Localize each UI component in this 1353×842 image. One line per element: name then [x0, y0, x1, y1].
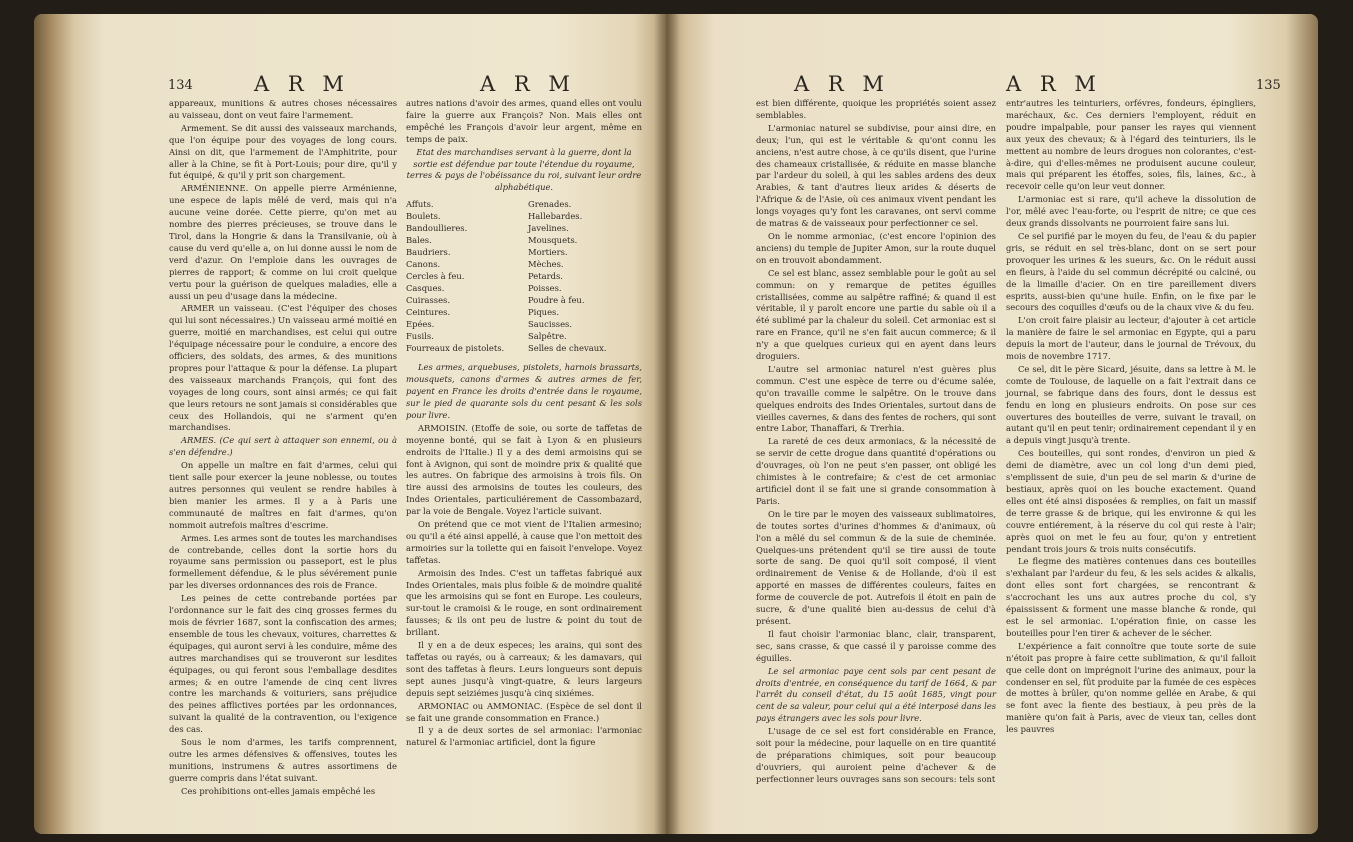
list-item: Bales. — [406, 235, 432, 246]
paragraph: Les peines de cette contrebande portées par l'ordonnance sur le fait des cinq grosses fermes du mois de février 1687, sont la confiscation des armes; ensemble de tous les chevaux, voitures, charrettes & équipages, qui auront servi à les conduire, même des autres marchandises qui se trouveront sur lesdites équipages, ou qui feront sous l'emballage desdites armes; & en outre l'amende de cinq cent livres contre les marchands & voituriers, sans préjudice des peines afflictives portées par les ordonnances, suivant la qualité de la contravention, ou l'exigence des cas. — [169, 593, 397, 735]
paragraph: ARMONIAC ou AMMONIAC. (Espèce de sel dont il se fait une grande consommation en France.) — [406, 700, 642, 723]
paragraph: Sous le nom d'armes, les tarifs comprennent, outre les armes défensives & offensives, toutes les munitions, instrumens & autres assortimens de guerre compris dans l'état suivant. — [169, 737, 397, 783]
list-item: Grenades. — [528, 199, 572, 210]
paragraph: Les armes, arquebuses, pistolets, harnois brassarts, mousquets, canons d'armes & autres armes de fer, payent en France les droits d'entrée dans le royaume, sur le pied de quarante sols du cent pesant & les sols pour livre. — [406, 362, 642, 420]
list-column-left — [406, 198, 520, 354]
paragraph: Le flegme des matières contenues dans ces bouteilles s'exhalant par l'ardeur du feu, & les sels acides & alkalis, dont elles sont fort chargées, se rencontrant & s'accrochant les uns aux autres proche du col, s'y épaississent & forment une masse blanche & ronde, qui est le sel armoniac. L'opération finie, on casse les bouteilles pour l'en tirer & achever de le sécher. — [1006, 556, 1256, 638]
contraband-list — [406, 198, 642, 354]
left-column-b — [406, 98, 642, 750]
paragraph: Armoisin des Indes. C'est un taffetas fabriqué aux Indes Orientales, mais plus foible & de moindre qualité que les armoisins qui se font en Europe. Les couleurs, sur-tout le cramoisi & le rouge, en sont ordinairement fausses; & ils ont peu de lustre & point du tout de brillant. — [406, 567, 642, 638]
paragraph: Il faut choisir l'armoniac blanc, clair, transparent, sec, sans crasse, & que cassé il y paroisse comme des éguilles. — [756, 628, 996, 663]
list-item: Cercles à feu. — [406, 271, 465, 282]
paragraph: Armement. Se dit aussi des vaisseaux marchands, que l'on équipe pour des voyages de long cours. Ainsi on dit, que l'armement de l'Amphitrite, pour aller à la Chine, se fit à Port-Louis; pour dire, qu'il y fut équipé, & qu'il y prit son chargement. — [169, 122, 397, 181]
list-item: Mèches. — [528, 259, 564, 270]
list-item: Bandoullieres. — [406, 223, 468, 234]
paragraph: L'armoniac naturel se subdivise, pour ainsi dire, en deux; l'un, qui est le véritable & qu'ont connu les anciens, n'est autre chose, à ce qu'ils disent, que l'urine des chameaux cristallisée, & réduite en masse blanche par l'ardeur du soleil, à qui les sables ardens des deux Arabies, & tant d'autres lieux arides & déserts de l'Afrique & de l'Asie, où ces animaux vivent pendant les longs voyages qu'y font les caravanes, ont servi comme de matras & de vaisseaux pour perfectionner ce sel. — [756, 122, 996, 229]
paragraph: L'autre sel armoniac naturel n'est guères plus commun. C'est une espèce de terre ou d'écume salée, qu'on travaille comme le salpêtre. On le trouve dans quelques endroits des Indes Orientales, surtout dans de vieilles cavernes, & dans des fentes de rochers, qui sont entre Labor, Thanaffari, & Trerhia. — [756, 363, 996, 434]
paragraph: entr'autres les teinturiers, orfévres, fondeurs, épingliers, maréchaux, &c. Ces derniers l'employent, réduit en poudre impalpable, pour panser les rayes qui viennent aux yeux des chevaux; & à l'égard des teinturiers, ils le mettent au nombre de leurs drogues non colorantes, c'est-à-dire, qui d'elles-mêmes ne produisent aucune couleur, mais qui préparent les étoffes, soies, fils, laines, &c., à recevoir celle qu'on leur veut donner. — [1006, 98, 1256, 192]
right-page — [666, 14, 1318, 834]
list-item: Casques. — [406, 283, 445, 294]
paragraph: L'on croit faire plaisir au lecteur, d'ajouter à cet article la manière de faire le sel armoniac en Egypte, qui a paru depuis la mort de l'auteur, dans le journal de Trévoux, du mois de novembre 1717. — [1006, 315, 1256, 362]
paragraph: On le tire par le moyen des vaisseaux sublimatoires, de toutes sortes d'urines d'hommes & d'animaux, où l'on a mêlé du sel commun & de la suie de cheminée. Quelques-uns prétendent qu'il se tire aussi de toute sorte de sang. De quoi qu'il soit composé, il vient ordinairement de Venise & de Hollande, d'où il est apporté en masses de différentes couleurs, faites en forme de couvercle de pot. Autrefois il étoit en pain de sucre, & d'une qualité bien au-dessus de celui d'à présent. — [756, 508, 996, 626]
list-item: Epées. — [406, 319, 435, 330]
paragraph: appareaux, munitions & autres choses nécessaires au vaisseau, dont on veut faire l'armement. — [169, 98, 397, 120]
paragraph: L'expérience a fait connoître que toute sorte de suie n'étoit pas propre à faire cette sublimation, & qu'il falloit que celle dont on imprégnoit l'urine des animaux, pour la condenser en sel, fût produite par la fumée de ces espèces de mottes à brûler, qu'on nomme gellée en Arabe, & qui se font avec la fiente des bestiaux, à peu près de la manière qu'on fait à Paris, avec de vieux tan, celles dont les pauvres — [1006, 640, 1256, 735]
paragraph: ARMES. (Ce qui sert à attaquer son ennemi, ou à s'en défendre.) — [169, 435, 397, 458]
list-title: Etat des marchandises servant à la guerre, dont la sortie est défendue par toute l'étendue du royaume, terres & pays de l'obéissance du roi, suivant leur ordre alphabétique. — [406, 146, 642, 193]
page-number-right: 135 — [1256, 78, 1281, 93]
left-page — [34, 14, 666, 834]
paragraph: Ce sel purifié par le moyen du feu, de l'eau & du papier gris, se réduit en sel très-blanc, dont on se sert pour provoquer les urines & les sueurs, &c. On le réduit aussi en fleurs, à l'aide du sel commun décrépité ou calciné, ou de la limaille d'acier. On en tire pareillement divers esprits, aussi-bien qu'une huile. Enfin, on le fixe par le secours des coquilles d'œufs ou de la chaux vive & du feu. — [1006, 230, 1256, 313]
paragraph: Le sel armoniac paye cent sols par cent pesant de droits d'entrée, en conséquence du tarif de 1664, & par l'arrêt du conseil d'état, du 15 août 1685, vingt pour cent de sa valeur, pour celui qui a été interposé dans les pays étrangers avec les sols pour livre. — [756, 665, 996, 724]
paragraph: Il y a de deux sortes de sel armoniac: l'armoniac naturel & l'armoniac artificiel, dont la figure — [406, 725, 642, 748]
list-item: Saucisses. — [528, 319, 573, 330]
list-item: Ceintures. — [406, 307, 451, 318]
paragraph: On le nomme armoniac, (c'est encore l'opinion des anciens) du temple de Jupiter Amon, sur la route duquel on en trouvoit abondamment. — [756, 230, 996, 265]
list-item: Fusils. — [406, 331, 434, 342]
paragraph: ARMÉNIENNE. On appelle pierre Arménienne, une espece de lapis mêlé de verd, mais qui n'a aucune veine dorée. Cette pierre, qu'on met au nombre des pierres précieuses, se trouve dans le Tirol, dans la Hongrie & dans la Transilvanie, où à cause du verd qu'elle a, on lui donne aussi le nom de verd d'azur. On l'emploie dans les ouvrages de pierres de rapport; & comme on lui croit quelque vertu pour la guérison de quelques maladies, elle a aussi un peu d'usage dans la médecine. — [169, 183, 397, 301]
list-item: Piques. — [528, 307, 559, 318]
list-item: Poisses. — [528, 283, 562, 294]
list-column-right — [528, 198, 642, 354]
running-head-right-b: A R M — [1006, 72, 1102, 96]
paragraph: Ce sel est blanc, assez semblable pour le goût au sel commun: on y remarque de petites éguilles cristallisées, comme au salpêtre raffiné; & quand il est véritable, il y paroît encore une partie du sable où il a été sublimé par la chaleur du soleil. Cet armoniac est si rare en France, qu'il ne s'en fait aucun commerce; & il n'y a que quelques curieux qui en ayent dans leurs droguiers. — [756, 267, 996, 362]
list-item: Hallebardes. — [528, 211, 583, 222]
list-item: Canons. — [406, 259, 441, 270]
list-item: Javelines. — [528, 223, 569, 234]
paragraph: On prétend que ce mot vient de l'Italien armesino; ou qu'il a été ainsi appellé, à cause que l'on mettoit des armoiries sur la toilette qui en faisoit l'envelope. Voyez taffetas. — [406, 519, 642, 565]
list-item: Salpêtre. — [528, 331, 567, 342]
paragraph: Ces prohibitions ont-elles jamais empêché les — [181, 785, 376, 796]
right-column-a — [756, 98, 996, 787]
list-item: Selles de chevaux. — [528, 343, 607, 354]
paragraph: Ce sel, dit le père Sicard, jésuite, dans sa lettre à M. le comte de Toulouse, de laquelle on a fait l'extrait dans ce journal, se fabrique dans des fours, dont le dessus est fendu en long en plusieurs endroits. On pose sur ces ouvertures des bouteilles de verre, suivant le travail, on autant qu'il en peut tenir; ordinairement cependant il y en a depuis vingt jusqu'à trente. — [1006, 363, 1256, 446]
list-item: Boulets. — [406, 211, 441, 222]
right-column-b — [1006, 98, 1256, 737]
running-head-left-a: A R M — [254, 72, 350, 96]
paragraph: est bien différente, quoique les propriétés soient assez semblables. — [756, 98, 996, 120]
list-item: Cuirasses. — [406, 295, 450, 306]
paragraph: La rareté de ces deux armoniacs, & la nécessité de se servir de cette drogue dans quantité d'opérations ou d'ouvrages, où l'on ne peut s'en passer, ont obligé les chimistes à le contrefaire; & c'est de cet armoniac artificiel dont il se fait une si grande consommation à Paris. — [756, 436, 996, 506]
paragraph: Il y en a de deux especes; les arains, qui sont des taffetas ou rayés, ou à carreaux; & les damavars, qui sont des taffetas à fleurs. Leurs longueurs sont depuis sept aunes jusqu'à vingt-quatre, & leurs largeurs depuis sept seiziémes jusqu'à cinq sixiémes. — [406, 640, 642, 698]
paragraph: L'armoniac est si rare, qu'il acheve la dissolution de l'or, mêlé avec l'eau-forte, ou l'esprit de nitre; ce que ces deux grands dissolvants ne pourroient faire sans lui. — [1006, 194, 1256, 229]
list-item: Fourreaux de pistolets. — [406, 343, 505, 354]
list-item: Affuts. — [406, 199, 434, 210]
running-head-left-b: A R M — [480, 72, 576, 96]
list-item: Baudriers. — [406, 247, 451, 258]
paragraph: Armes. Les armes sont de toutes les marchandises de contrebande, celles dont la sortie hors du royaume sans permission ou passeport, est le plus formellement défendue, & le plus sévérement punie par les diverses ordonnances des rois de France. — [169, 532, 397, 591]
list-item: Poudre à feu. — [528, 295, 585, 306]
list-item: Petards. — [528, 271, 563, 282]
running-head-right-a: A R M — [794, 72, 890, 96]
paragraph: ARMOISIN. (Etoffe de soie, ou sorte de taffetas de moyenne bonté, qui se fait à Lyon & en plusieurs endroits de l'Italie.) Il y a des demi armoisins qui se font à Avignon, qui sont de moindre prix & qualité que les autres. On fabrique des armoisins à trois fils. On tire aussi des armoisins de toutes les couleurs, des Indes Orientales, particuliérement de Cassombazard, par la voie de Bengale. Voyez l'article suivant. — [406, 422, 642, 517]
paragraph: Ces bouteilles, qui sont rondes, d'environ un pied & demi de diamètre, avec un col long d'un demi pied, s'emplissent de suie, d'un peu de sel marin & d'urine de bestiaux, après quoi on les bouche exactement. Quand elles ont été ainsi disposées & remplies, on fait un massif de terre grasse & de brique, qui les environne & qui les couvre entiérement, à la réserve du col qui reste à l'air; après quoi on met le feu au four, qu'on y entretient pendant trois jours & trois nuits consécutifs. — [1006, 448, 1256, 554]
book-gutter — [654, 14, 680, 834]
list-item: Mortiers. — [528, 247, 568, 258]
list-item: Mousquets. — [528, 235, 578, 246]
paragraph: L'usage de ce sel est fort considérable en France, soit pour la médecine, pour laquelle on en tire quantité de préparations chimiques, soit pour beaucoup d'ouvriers, qui auroient peine d'achever & de perfectionner leurs ouvrages sans son secours: tels sont — [756, 726, 996, 784]
left-column-a — [169, 98, 397, 799]
paragraph: autres nations d'avoir des armes, quand elles ont voulu faire la guerre aux François? Non. Mais elles ont empêché les François d'avoir leur argent, même en temps de paix. — [406, 98, 642, 144]
paragraph: ARMER un vaisseau. (C'est l'équiper des choses qui lui sont nécessaires.) Un vaisseau armé moitié en guerre, moitié en marchandises, est celui qui outre l'équipage nécessaire pour le conduire, a encore des officiers, des soldats, des armes, & des munitions propres pour l'attaque & pour la défense. La plupart des vaisseaux marchands François, qui font des voyages de long cours, sont ainsi armés; ce qui fait que leurs retours ne sont jamais si considérables que ceux des Hollandois, qui ne s'arment qu'en marchandises. — [169, 303, 397, 433]
page-number-left: 134 — [168, 78, 193, 93]
paragraph: On appelle un maître en fait d'armes, celui qui tient salle pour exercer la jeune noblesse, ou toutes autres personnes qui veulent se rendre habiles à bien manier les armes. Il y a à Paris une communauté de maîtres en fait d'armes, qu'on nommoit autrefois maîtres d'escrime. — [169, 460, 397, 530]
